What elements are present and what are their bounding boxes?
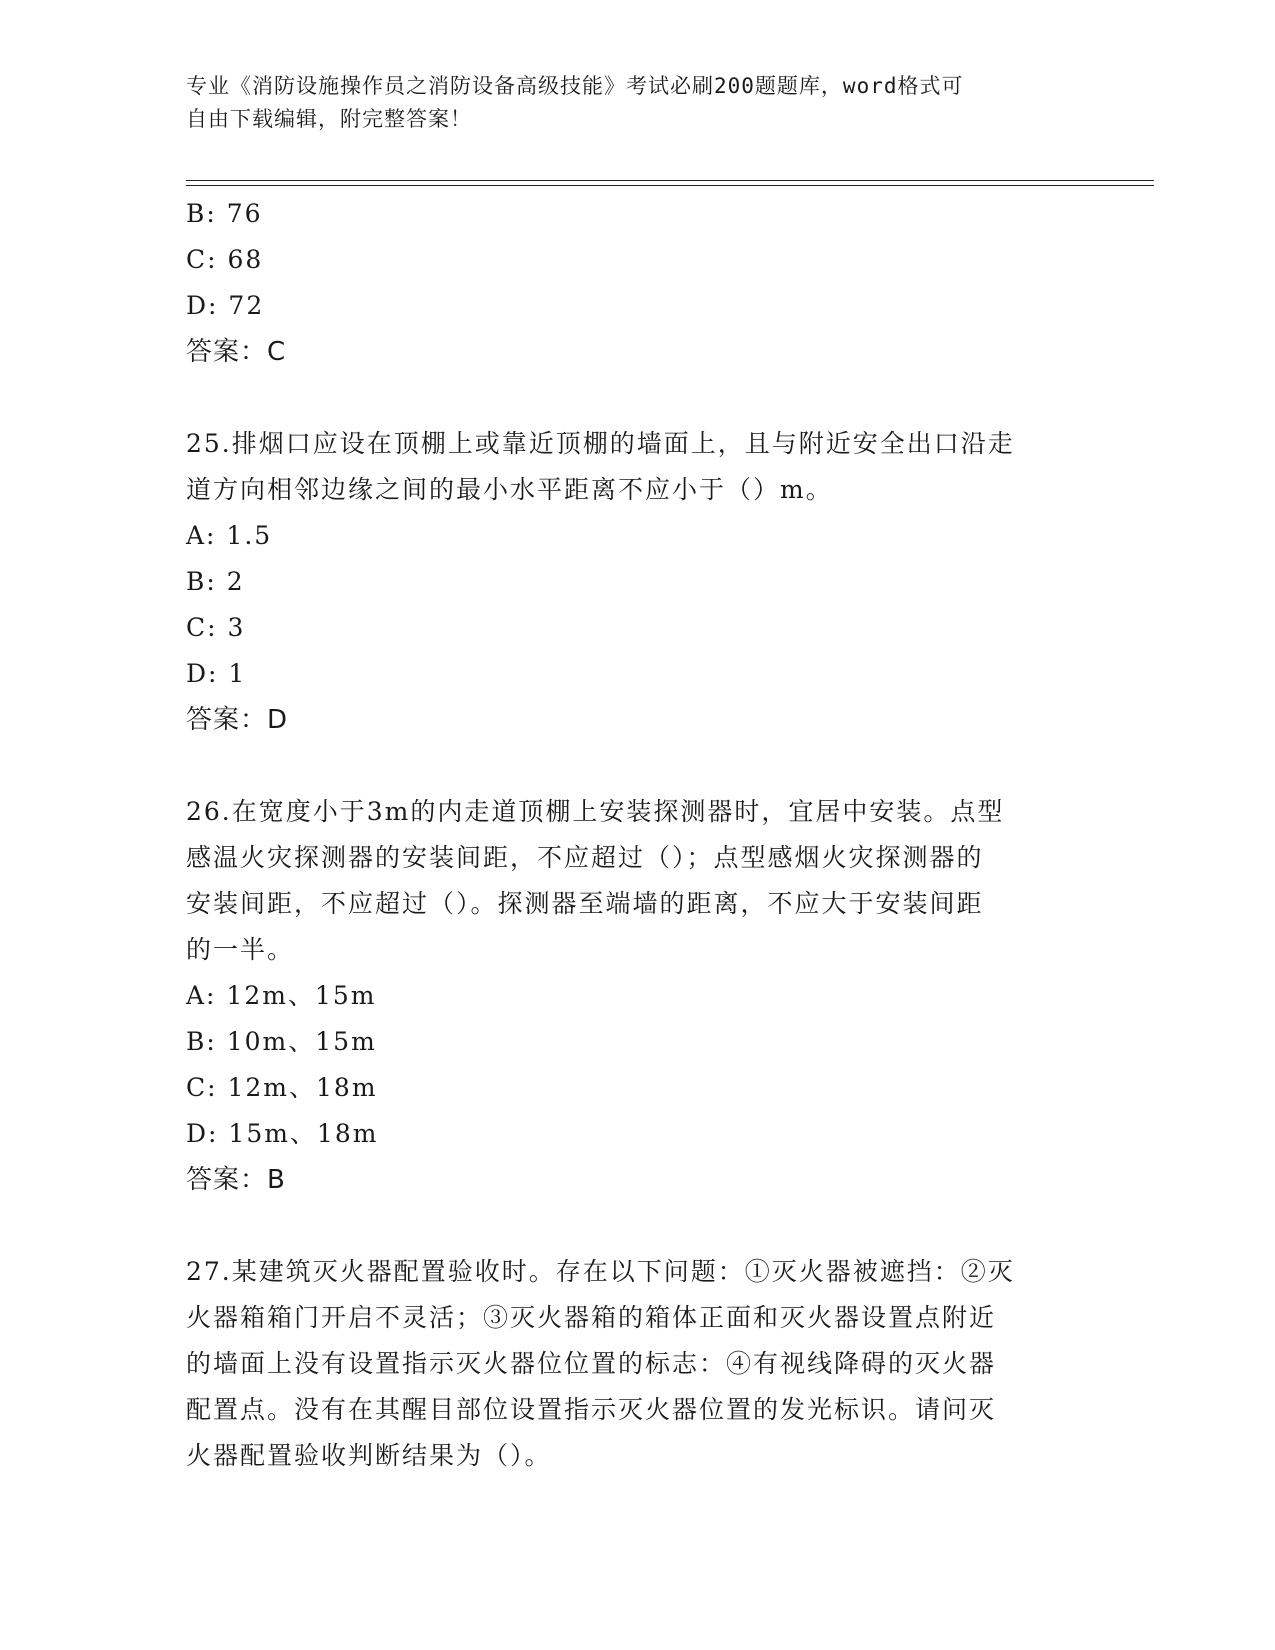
header-line-1: 专业《消防设施操作员之消防设备高级技能》考试必刷200题题库，word格式可 bbox=[186, 74, 964, 98]
question-line: 安装间距，不应超过（）。探测器至端墙的距离，不应大于安装间距 bbox=[186, 889, 984, 918]
question-text bbox=[186, 1249, 1086, 1479]
question-26 bbox=[186, 789, 1086, 1203]
answer: 答案：D bbox=[186, 705, 289, 735]
option-c: C: 3 bbox=[186, 613, 246, 642]
option-a: A: 1.5 bbox=[186, 521, 273, 550]
document-header bbox=[186, 70, 1066, 136]
question-line: 道方向相邻边缘之间的最小水平距离不应小于（）m。 bbox=[186, 475, 833, 504]
question-line: 27.某建筑灭火器配置验收时。存在以下问题：①灭火器被遮挡：②灭 bbox=[186, 1257, 1015, 1286]
option-c: C: 12m、18m bbox=[186, 1073, 378, 1102]
header-line-2: 自由下载编辑，附完整答案！ bbox=[186, 107, 472, 131]
header-rule-bottom bbox=[186, 185, 1154, 186]
question-line: 的墙面上没有设置指示灭火器位位置的标志：④有视线降碍的灭火器 bbox=[186, 1349, 997, 1378]
option-b: B: 76 bbox=[186, 199, 263, 228]
question-25 bbox=[186, 421, 1086, 743]
option-b: B: 2 bbox=[186, 567, 245, 596]
option-d: D: 72 bbox=[186, 291, 265, 320]
question-line: 配置点。没有在其醒目部位设置指示灭火器位置的发光标识。请问灭 bbox=[186, 1395, 997, 1424]
option-b: B: 10m、15m bbox=[186, 1027, 377, 1056]
question-line: 25.排烟口应设在顶棚上或靠近顶棚的墙面上，且与附近安全出口沿走 bbox=[186, 429, 1015, 458]
option-c: C: 68 bbox=[186, 245, 264, 274]
option-a: A: 12m、15m bbox=[186, 981, 377, 1010]
header-rule-top bbox=[186, 180, 1154, 181]
question-line: 感温火灾探测器的安装间距，不应超过（）；点型感烟火灾探测器的 bbox=[186, 843, 984, 872]
question-text bbox=[186, 421, 1086, 513]
answer: 答案：C bbox=[186, 337, 287, 367]
option-d: D: 15m、18m bbox=[186, 1119, 379, 1148]
answer: 答案：B bbox=[186, 1165, 286, 1195]
question-line: 26.在宽度小于3m的内走道顶棚上安装探测器时，宜居中安装。点型 bbox=[186, 797, 1005, 826]
previous-question bbox=[186, 191, 1086, 375]
question-27 bbox=[186, 1249, 1086, 1479]
question-text bbox=[186, 789, 1086, 973]
question-line: 火器箱箱门开启不灵活；③灭火器箱的箱体正面和灭火器设置点附近 bbox=[186, 1303, 997, 1332]
question-line: 火器配置验收判断结果为（）。 bbox=[186, 1441, 552, 1470]
option-d: D: 1 bbox=[186, 659, 247, 688]
question-line: 的一半。 bbox=[186, 935, 295, 964]
document-body bbox=[186, 191, 1086, 1479]
